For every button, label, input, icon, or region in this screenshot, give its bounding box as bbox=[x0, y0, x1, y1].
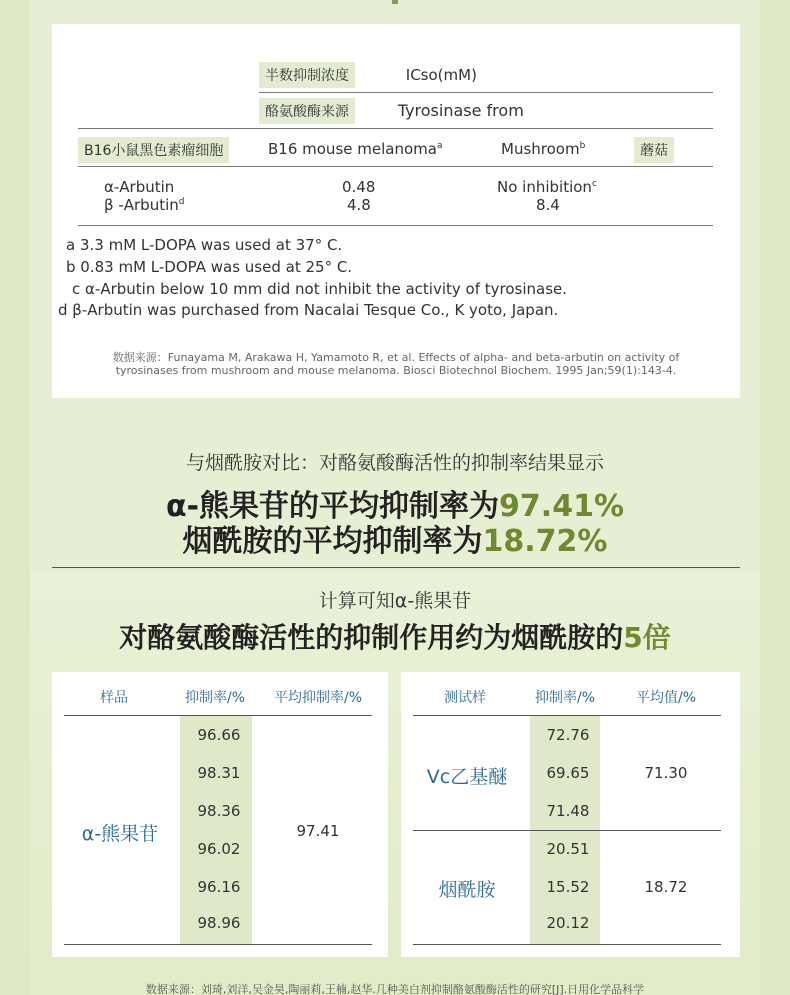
table2-bottom-rule bbox=[64, 944, 372, 945]
data-source-footer: 数据来源：刘琦,刘洋,吴金昊,陶丽莉,王楠,赵华.几种美白剂抑制酪氨酸酶活性的研究[J].日用化学品科学 bbox=[145, 983, 645, 995]
row-name: β -Arbutin bbox=[104, 196, 179, 214]
section-divider bbox=[52, 567, 740, 568]
b16-tag-cell bbox=[78, 137, 229, 163]
table2-average: 97.41 bbox=[296, 822, 340, 840]
table3-niacinamide-label: 烟酰胺 bbox=[438, 879, 496, 901]
table3-value: 71.48 bbox=[546, 802, 590, 820]
niacinamide-result-text: 烟酰胺的平均抑制率为 bbox=[182, 524, 483, 559]
table2-value: 98.31 bbox=[197, 764, 241, 782]
niacinamide-result bbox=[0, 516, 790, 560]
tyrosinase-label: Tyrosinase from bbox=[397, 101, 524, 120]
table3-value: 20.51 bbox=[546, 840, 590, 858]
footnote-b: b 0.83 mM L-DOPA was used at 25° C. bbox=[66, 258, 353, 276]
mushroom-column-header bbox=[501, 140, 585, 158]
top-marker bbox=[392, 0, 398, 4]
calc-subtitle: 计算可知α-熊果苷 bbox=[318, 590, 472, 612]
table3-header-average: 平均值/% bbox=[635, 690, 697, 706]
niacinamide-result-value: 18.72% bbox=[482, 524, 608, 559]
beta-arbutin-b16: 4.8 bbox=[347, 196, 371, 214]
table2-value: 96.66 bbox=[197, 726, 241, 744]
source-tag: 酪氨酸酶来源 bbox=[259, 98, 355, 124]
ic50-label: ICso(mM) bbox=[405, 66, 477, 84]
table2-value: 96.16 bbox=[197, 878, 241, 896]
footnote-d: d β-Arbutin was purchased from Nacalai Tesque Co., K yoto, Japan. bbox=[58, 301, 559, 319]
row-mushroom: No inhibition bbox=[497, 178, 592, 196]
table3-value: 69.65 bbox=[546, 764, 590, 782]
calc-value: 5倍 bbox=[623, 621, 671, 654]
table3-value: 72.76 bbox=[546, 726, 590, 744]
calc-conclusion bbox=[0, 616, 790, 656]
table3-bottom-rule bbox=[413, 944, 721, 945]
table2-sample-label: α-熊果苷 bbox=[81, 823, 159, 845]
table3-header-sample: 测试样 bbox=[444, 690, 486, 706]
table3-middle-rule bbox=[413, 830, 721, 831]
arbutin-table-card bbox=[52, 672, 388, 957]
source-line-1: 数据来源：Funayama M, Arakawa H, Yamamoto R, et al. Effects of alpha- and beta-arbutin on activity of bbox=[112, 351, 680, 364]
rule bbox=[78, 166, 713, 167]
row-name: α-Arbutin bbox=[104, 178, 175, 196]
table3-value: 20.12 bbox=[546, 914, 590, 932]
rule bbox=[78, 128, 713, 129]
table2-value: 98.96 bbox=[197, 914, 241, 932]
rule bbox=[78, 225, 713, 226]
ic50-table-card bbox=[52, 24, 740, 398]
rule bbox=[259, 92, 713, 93]
footnote-a: a 3.3 mM L-DOPA was used at 37° C. bbox=[66, 236, 343, 254]
comparison-table-card bbox=[401, 672, 740, 957]
b16-tag: B16小鼠黑色素瘤细胞 bbox=[78, 137, 229, 163]
b16-sup: a bbox=[436, 141, 443, 151]
table2-header-sample: 样品 bbox=[100, 690, 128, 706]
table2-value: 96.02 bbox=[197, 840, 241, 858]
ic50-header-row bbox=[259, 62, 477, 88]
table3-niacinamide-average: 18.72 bbox=[644, 878, 688, 896]
source-line-2: tyrosinases from mushroom and mouse melanoma. Biosci Biotechnol Biochem. 1995 Jan;59(1):143-4. bbox=[115, 364, 677, 377]
table3-value: 15.52 bbox=[546, 878, 590, 896]
row-sup: d bbox=[178, 197, 185, 207]
beta-arbutin-name bbox=[104, 196, 184, 214]
alpha-arbutin-mushroom bbox=[497, 178, 597, 196]
ic50-tag: 半数抑制浓度 bbox=[259, 62, 355, 88]
b16-text: B16 mouse melanoma bbox=[268, 140, 437, 158]
table2-value: 98.36 bbox=[197, 802, 241, 820]
table3-vc-average: 71.30 bbox=[644, 764, 688, 782]
table2-shaded-column bbox=[180, 716, 252, 944]
mushroom-sup: b bbox=[579, 141, 586, 151]
alpha-arbutin-b16: 0.48 bbox=[342, 178, 376, 196]
table2-header-average: 平均抑制率/% bbox=[273, 690, 363, 706]
beta-arbutin-mushroom: 8.4 bbox=[536, 196, 560, 214]
comparison-subtitle: 与烟酰胺对比：对酪氨酸酶活性的抑制率结果显示 bbox=[185, 452, 604, 474]
footnote-c: c α-Arbutin below 10 mm did not inhibit the activity of tyrosinase. bbox=[72, 280, 568, 298]
source-header-row bbox=[259, 98, 524, 124]
mushroom-tag-cell bbox=[634, 137, 674, 163]
table3-header-rate: 抑制率/% bbox=[534, 690, 596, 706]
alpha-result-text: α-熊果苷的平均抑制率为 bbox=[165, 489, 500, 524]
mushroom-text: Mushroom bbox=[501, 140, 580, 158]
calc-text: 对酪氨酸酶活性的抑制作用约为烟酰胺的 bbox=[119, 621, 624, 654]
alpha-result-value: 97.41% bbox=[499, 489, 624, 524]
row-sup: c bbox=[591, 179, 597, 189]
b16-column-header bbox=[268, 140, 442, 158]
mushroom-tag: 蘑菇 bbox=[634, 137, 674, 163]
table2-header-rate: 抑制率/% bbox=[184, 690, 246, 706]
alpha-arbutin-name bbox=[104, 178, 174, 196]
table3-vc-label: Vc乙基醚 bbox=[426, 766, 508, 788]
